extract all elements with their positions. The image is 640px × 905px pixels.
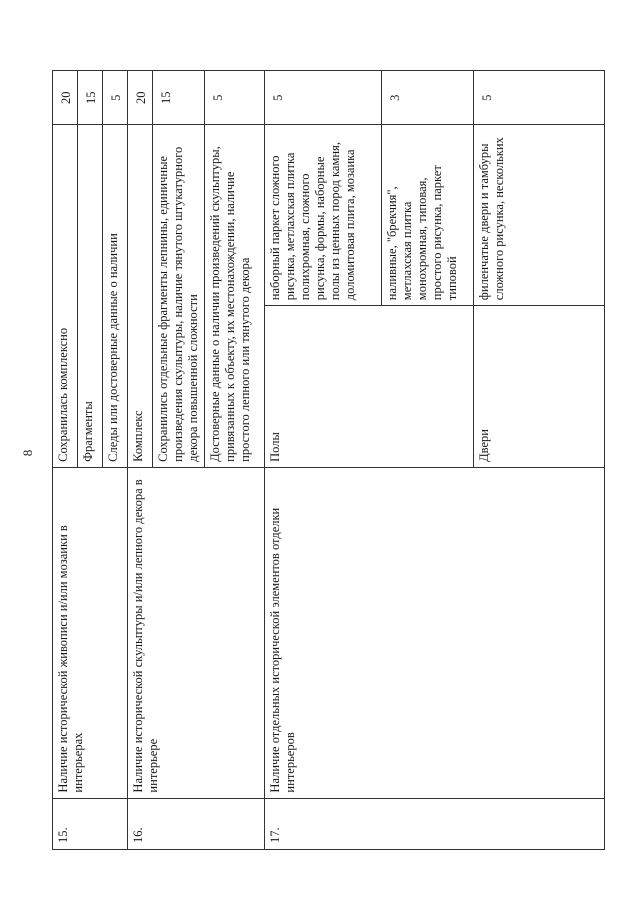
row-number: 17.	[265, 798, 605, 849]
description-cell: филенчатые двери и тамбуры сложного рисунка, нескольких	[474, 125, 605, 306]
description-cell: Сохранились отдельные фрагменты лепнины, единичные произведения скульптуры, наличие тянутого штукатурного декора повышенной сложности	[153, 125, 205, 467]
score-cell: 3	[382, 71, 474, 125]
rotated-table-wrapper	[52, 70, 605, 850]
score-cell: 5	[103, 71, 128, 125]
description-cell: Сохранилась комплексно	[53, 125, 78, 467]
score-cell: 5	[205, 71, 265, 125]
page-number: 8	[20, 449, 35, 457]
criterion-text: Наличие исторической живописи и/или мозаики в интерьерах	[53, 467, 128, 798]
score-cell: 15	[153, 71, 205, 125]
score-cell: 20	[128, 71, 153, 125]
description-cell: наборный паркет сложного рисунка, метлахская плитка полихромная, сложного рисунка, формы, наборные полы из ценных пород камня, доломитовая плита, мозаика	[265, 125, 382, 306]
row-number: 15.	[53, 798, 128, 849]
description-cell: Следы или достоверные данные о наличии	[103, 125, 128, 467]
row-number: 16.	[128, 798, 265, 849]
score-cell: 20	[53, 71, 78, 125]
description-cell: наливные, "брекчия", метлахская плитка монохромная, типовая, простого рисунка, паркет типовой	[382, 125, 474, 306]
criteria-table	[52, 70, 605, 850]
criterion-text: Наличие исторической скульптуры и/или лепного декора в интерьере	[128, 467, 265, 798]
score-cell: 5	[474, 71, 605, 125]
description-cell: Комплекс	[128, 125, 153, 467]
score-cell: 5	[265, 71, 382, 125]
description-cell: Достоверные данные о наличии произведений скульптуры, привязанных к объекту, их местонахождении, наличие простого лепного или тянутого декора	[205, 125, 265, 467]
table-row	[128, 71, 153, 850]
subcategory-floors: Полы	[265, 306, 474, 468]
description-cell: Фрагменты	[78, 125, 103, 467]
table-row	[53, 71, 78, 850]
table-row	[265, 71, 382, 850]
criterion-text: Наличие отдельных исторической элементов отделки интерьеров	[265, 467, 605, 798]
score-cell: 15	[78, 71, 103, 125]
subcategory-doors: Двери	[474, 306, 605, 468]
